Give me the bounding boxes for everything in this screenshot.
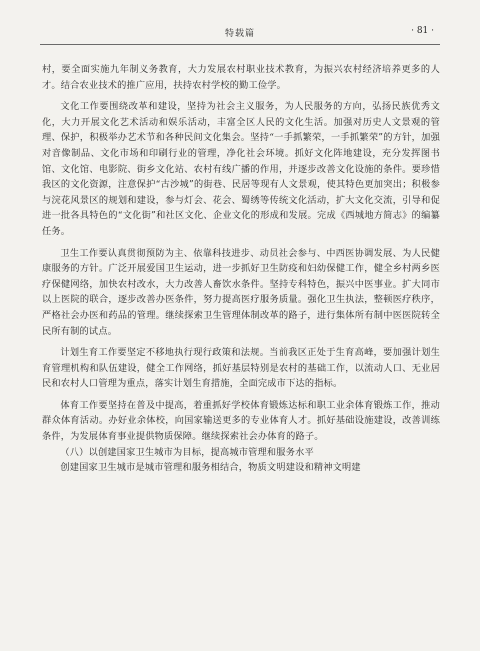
page-number: · 81 · — [411, 26, 434, 36]
page-header — [40, 26, 440, 45]
body-text — [42, 62, 440, 476]
section-heading: （八）以创建国家卫生城市为目标，提高城市管理和服务水平 — [60, 446, 314, 458]
paragraph-health: 卫生工作要认真贯彻预防为主、依靠科技进步、动员社会参与、中西医协调发展、为人民健康服务的方针。广泛开展爱国卫生运动，进一步抓好卫生防疫和妇幼保健工作，健全乡村两乡医疗保健网络，加快农村改水，大力改善人畜饮水条件。坚持专科特色，振兴中医事业。扩大同市以上医院的联合，逐步改善办医条件，努力提高医疗服务质量。强化卫生执法，整顿医疗秩序，严格社会办医和药品的管理。继续探索卫生管理体制改革的路子，进行集体所有制中医医院转全民所有制的试点。 — [42, 247, 440, 337]
paragraph-sports: 体育工作要坚持在普及中提高，着重抓好学校体育锻炼达标和职工业余体育锻炼工作，推动群众体育活动。办好业余体校，向国家输送更多的专业体育人才。抓好基础设施建设，改善训练条件，为发展体育事业提供物质保障。继续探索社会办体育的路子。 — [42, 399, 440, 443]
running-title: 特载篇 — [224, 29, 255, 39]
paragraph-family-planning: 计划生育工作要坚定不移地执行现行政策和法规。当前我区正处于生育高峰，要加强计划生育管理机构和队伍建设，健全工作网络，抓好基层特别是农村的基础工作，以流动人口、无业居民和农村人口管理为重点，落实计划生育措施，全面完成市下达的指标。 — [42, 347, 440, 390]
paragraph-culture: 文化工作要围绕改革和建设，坚持为社会主义服务，为人民服务的方向，弘扬民族优秀文化，大力开展文化艺术活动和娱乐活动，丰富全区人民的文化生活。加强对历史人文景观的管理、保护，积极举办艺术节和各种民间文化集会。坚持“一手抓繁荣，一手抓繁荣”的方针，加强对音像制品、文化市场和印刷行业的管理，净化社会环境。抓好文化阵地建设，充分发挥图书馆、文化馆、电影院、街乡文化站、农村有线广播的作用，并逐步改善文化设施的条件。要珍惜我区的文化资源，注意保护“古沙城”的街巷、民居等现有人文景观，使其特色更加突出；积极参与浣花风景区的规划和建设，参与灯会、花会、蜀绣等传统文化活动，扩大文化交流，引导和促进一批各具特色的“文化街”和社区文化、企业文化的形成和发展。完成《西城地方简志》的编纂任务。 — [42, 101, 440, 237]
paragraph-sanitation: 创建国家卫生城市是城市管理和服务相结合，物质文明建设和精神文明建 — [60, 462, 361, 474]
paragraph-continuation: 村，要全面实施九年制义务教育，大力发展农村职业技术教育，为振兴农村经济培养更多的人才。结合农业技术的推广应用，扶持农村学校的勤工俭学。 — [42, 64, 440, 91]
